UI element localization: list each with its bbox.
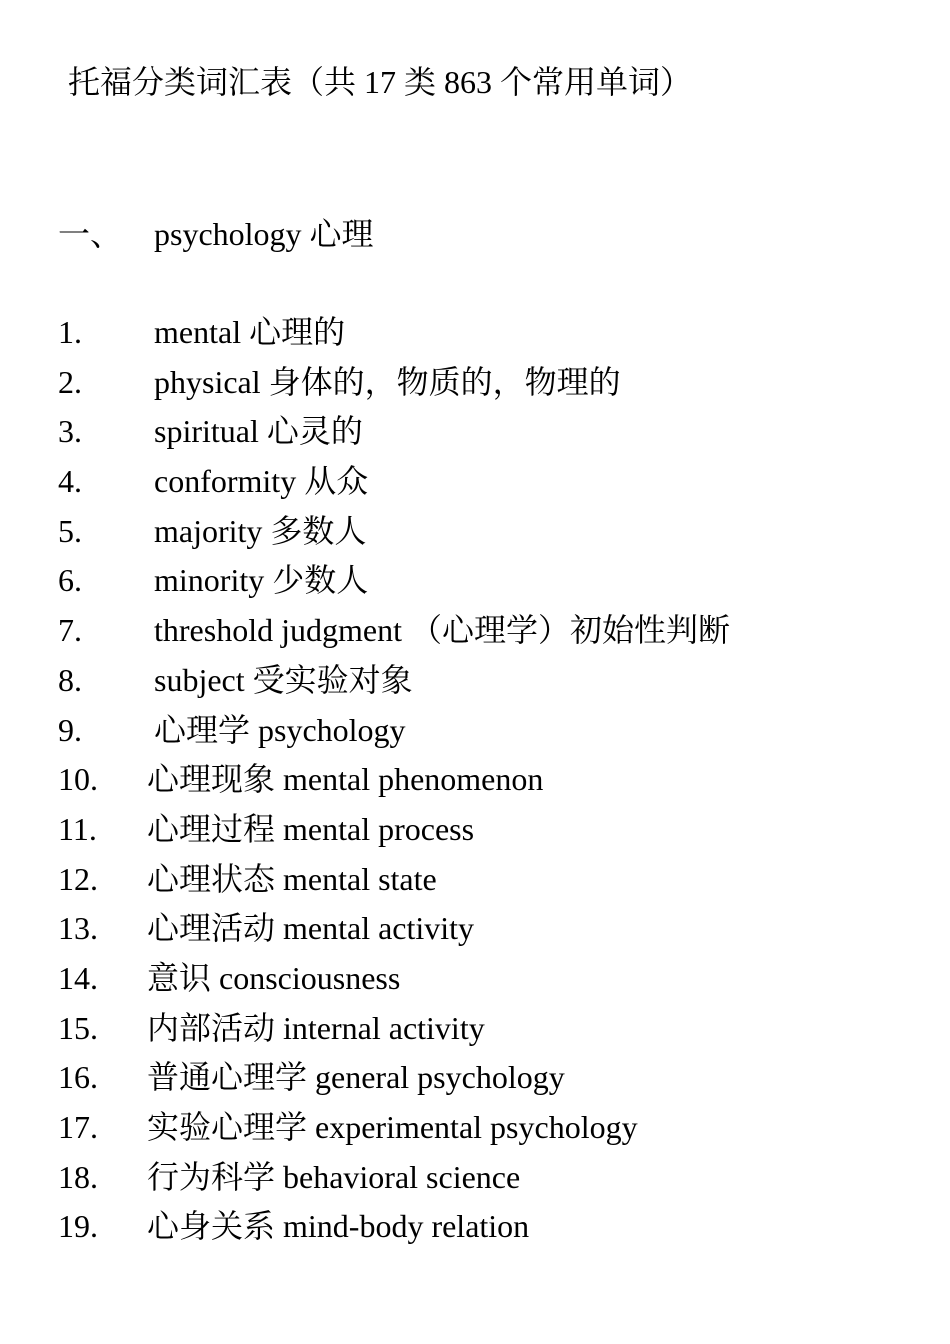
item-number: 8. [58,661,82,698]
item-text: subject 受实验对象 [154,661,413,698]
list-item [58,807,928,857]
item-text: 心理活动 mental activity [147,910,475,947]
section-title: psychology 心理 [154,216,374,252]
item-number: 19. [58,1208,98,1245]
item-text: majority 多数人 [154,512,367,549]
item-number: 2. [58,363,82,400]
item-number: 1. [58,314,82,350]
list-item [58,708,928,758]
list-item [58,906,928,956]
list-item [58,956,928,1006]
item-text: 行为科学 behavioral science [147,1158,521,1195]
item-text: 心理状态 mental state [147,860,437,897]
list-item [58,509,928,559]
list-item [58,409,928,459]
item-text: 心理现象 mental phenomenon [147,761,544,798]
item-text: threshold judgment （心理学）初始性判断 [154,612,730,649]
item-text: 心理过程 mental process [147,810,475,847]
item-number: 15. [58,1009,98,1046]
list-item [58,757,928,807]
item-text: spiritual 心灵的 [154,413,363,450]
item-text: 心身关系 mind-body relation [147,1208,530,1245]
item-text: 内部活动 internal activity [147,1009,485,1046]
list-item [58,310,928,360]
item-text: conformity 从众 [154,463,369,500]
item-number: 9. [58,711,82,748]
item-number: 16. [58,1059,98,1096]
list-item [58,1155,928,1205]
vocabulary-list [58,310,928,1254]
item-number: 12. [58,860,98,897]
list-item [58,1105,928,1155]
list-item [58,1006,928,1056]
item-number: 6. [58,562,82,599]
list-item [58,608,928,658]
item-text: 意识 consciousness [147,959,401,996]
item-number: 11. [58,810,97,847]
item-number: 7. [58,612,82,649]
item-text: physical 身体的，物质的，物理的 [154,363,621,400]
item-number: 17. [58,1109,98,1145]
item-text: 实验心理学 experimental psychology [147,1109,638,1145]
list-item [58,857,928,907]
list-item [58,360,928,410]
item-text: minority 少数人 [154,562,369,599]
item-number: 4. [58,463,82,500]
list-item [58,1204,928,1254]
item-text: mental 心理的 [154,314,346,350]
item-text: 心理学 psychology [154,711,406,748]
item-number: 10. [58,761,98,798]
item-number: 18. [58,1158,98,1195]
item-number: 13. [58,910,98,947]
section-number: 一、 [58,216,123,252]
list-item [58,658,928,708]
item-number: 5. [58,512,82,549]
list-item [58,459,928,509]
list-item [58,558,928,608]
item-number: 14. [58,959,98,996]
item-text: 普通心理学 general psychology [147,1059,565,1096]
list-item [58,1055,928,1105]
item-number: 3. [58,413,82,450]
document-title: 托福分类词汇表（共 17 类 863 个常用单词） [68,64,693,100]
